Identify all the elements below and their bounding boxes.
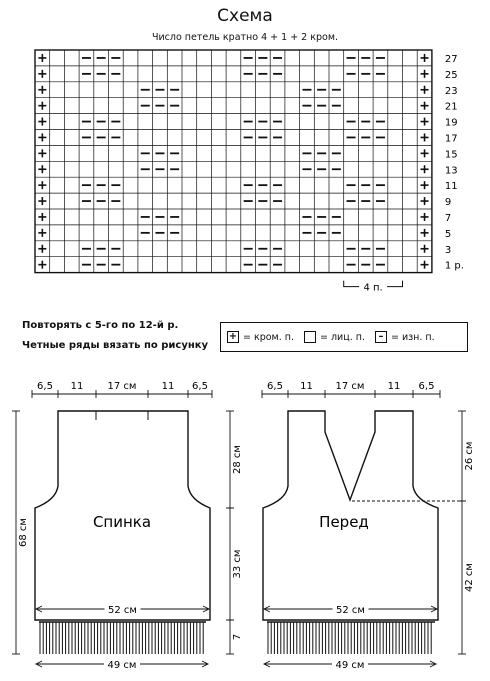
row-number: 25 [444, 69, 458, 81]
back-bottom-label: 49 см [107, 660, 137, 671]
stitch-multiple-note: Число петель кратно 4 + 1 + 2 кром. [151, 32, 339, 43]
row-number: 23 [444, 85, 458, 97]
top-dimension-label: 17 см [107, 381, 137, 392]
row-number: 5 [444, 228, 452, 240]
row-number: 21 [444, 101, 458, 113]
front-lower-height: 42 см [464, 563, 475, 592]
top-dimension-label: 17 см [335, 381, 365, 392]
back-body-height: 33 см [232, 549, 243, 579]
fringe-length: 7 [232, 633, 243, 641]
purl-stitch-icon: – [375, 331, 387, 343]
row-number: 9 [444, 197, 452, 209]
front-width-label: 52 см [336, 605, 365, 616]
top-dimension-label: 11 [161, 381, 175, 392]
front-bottom-label: 49 см [335, 660, 365, 671]
top-dimension-label: 6,5 [192, 381, 208, 392]
scheme-title: Схема [217, 6, 273, 26]
back-total-height: 68 см [18, 518, 29, 547]
row-number: 27 [444, 53, 458, 65]
row-number: 1 р. [444, 260, 464, 272]
edge-stitch-icon: + [228, 331, 238, 342]
top-dimension-label: 11 [387, 381, 401, 392]
top-dimension-label: 6,5 [418, 381, 435, 392]
knit-stitch-label: = лиц. п. [320, 331, 365, 343]
back-piece-name: Спинка [92, 513, 152, 531]
row-number: 3 [444, 244, 452, 256]
legend [220, 322, 468, 352]
back-schematic [12, 381, 243, 671]
front-piece-name: Перед [319, 513, 369, 531]
knit-stitch-icon [304, 331, 316, 343]
front-neck-height: 26 см [464, 441, 475, 471]
row-number: 17 [444, 133, 458, 145]
stitch-chart [35, 50, 464, 294]
row-number: 11 [444, 181, 458, 193]
top-dimension-label: 11 [300, 381, 313, 392]
purl-stitch-label: = изн. п. [390, 331, 435, 343]
row-number: 19 [444, 117, 458, 129]
top-dimension-label: 11 [70, 381, 84, 392]
top-dimension-label: 6,5 [37, 381, 53, 392]
even-rows-note: Четные ряды вязать по рисунку [22, 340, 209, 351]
repeat-note: Повторять с 5-го по 12-й р. [22, 320, 179, 331]
repeat-label: 4 п. [363, 282, 383, 294]
front-schematic [262, 381, 475, 671]
back-width-label: 52 см [108, 605, 137, 616]
row-number: 13 [444, 165, 458, 177]
back-armhole-height: 28 см [232, 445, 243, 474]
row-number: 15 [444, 149, 458, 161]
edge-stitch-label: = кром. п. [243, 331, 294, 343]
row-number: 7 [444, 212, 452, 224]
top-dimension-label: 6,5 [267, 381, 283, 392]
